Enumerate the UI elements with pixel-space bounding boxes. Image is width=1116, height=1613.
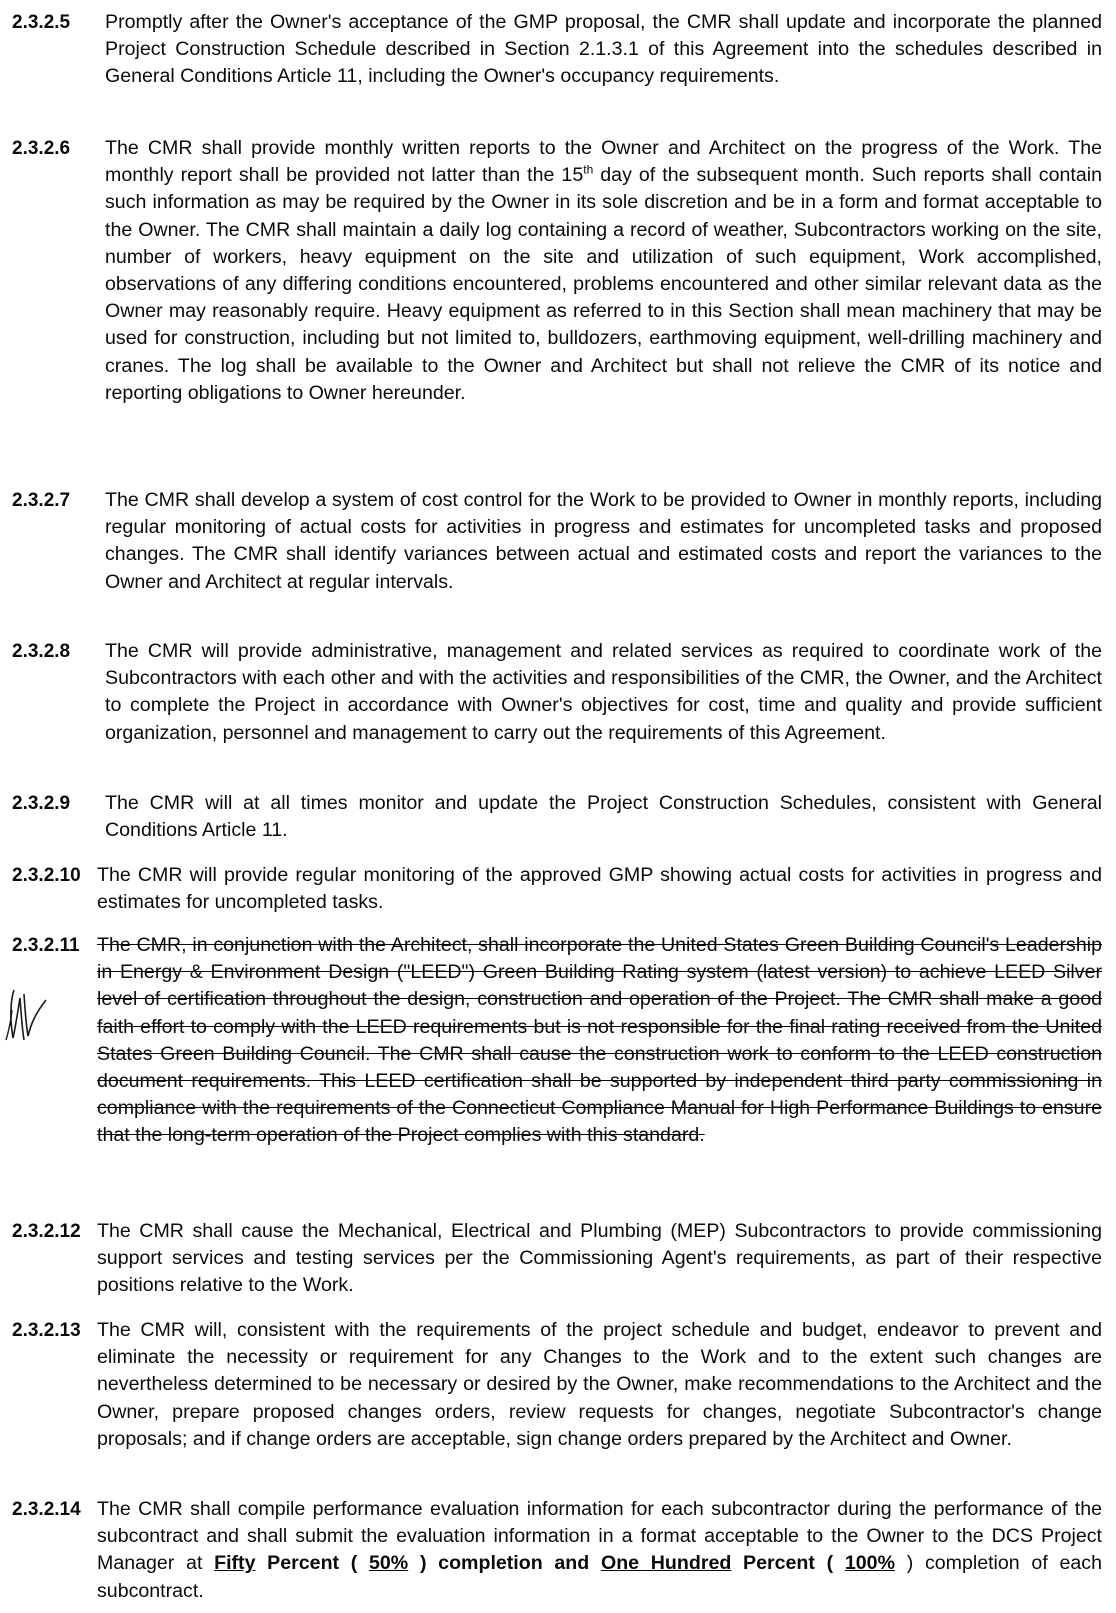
clause-text: Promptly after the Owner's acceptance of the GMP proposal, the CMR shall update and incorporate the planned Project Construction Schedule described in Section 2.1.3.1 of this Agreement into the schedules described in General Conditions Article 11, including the Owner's occupancy requirements. [105, 11, 1102, 88]
percent-label: Percent ( [255, 1552, 370, 1575]
fifty-percent-value: 50% [369, 1552, 409, 1575]
clause-text [97, 1496, 1102, 1605]
one-hundred-word: One Hundred [600, 1552, 732, 1575]
ordinal-suffix: th [583, 162, 594, 177]
clause-2-3-2-10 [12, 862, 1102, 916]
clause-2-3-2-7 [12, 487, 1102, 596]
percent-label: Percent ( [731, 1552, 845, 1575]
clause-2-3-2-13 [12, 1317, 1102, 1453]
paren-close: ) completion and [408, 1552, 601, 1575]
clause-text-part: ) completion of each subcontract. [97, 1552, 1102, 1602]
clause-2-3-2-6 [12, 135, 1102, 407]
clause-number: 2.3.2.12 [12, 1221, 81, 1242]
clause-text-part: The CMR shall provide monthly written reports to the Owner and Architect on the progress of the Work. The monthly report shall be provided not latter than the 15 [105, 137, 1102, 187]
clause-text-struck: The CMR, in conjunction with the Architect, shall incorporate the United States Green Building Council's Leadership in Energy & Environment Design ("LEED") Green Building Rating system (latest version) to achieve LEED Silver level of certification throughout the design, construction and operation of the Project. The CMR shall make a good faith effort to comply with the LEED requirements but is not responsible for the final rating received from the United States Green Building Council. The CMR shall cause the construction work to conform to the LEED construction document requirements. This LEED certification shall be supported by independent third party commissioning in compliance with the requirements of the Connecticut Compliance Manual for High Performance Buildings to ensure that the long-term operation of the Project complies with this standard. [97, 934, 1102, 1147]
clause-text: The CMR shall cause the Mechanical, Electrical and Plumbing (MEP) Subcontractors to provide commissioning support services and testing services per the Commissioning Agent's requirements, as part of their respective positions relative to the Work. [97, 1220, 1102, 1297]
clause-number: 2.3.2.6 [12, 138, 71, 159]
clause-text: The CMR shall develop a system of cost control for the Work to be provided to Owner in monthly reports, including regular monitoring of actual costs for activities in progress and estimates for uncompleted tasks and proposed changes. The CMR shall identify variances between actual and estimated costs and report the variances to the Owner and Architect at regular intervals. [105, 489, 1102, 593]
clause-text: The CMR will provide regular monitoring of the approved GMP showing actual costs for activities in progress and estimates for uncompleted tasks. [97, 864, 1102, 914]
clause-number: 2.3.2.9 [12, 793, 71, 814]
clause-2-3-2-14 [12, 1496, 1102, 1605]
clause-text: The CMR will, consistent with the requirements of the project schedule and budget, endeavor to prevent and eliminate the necessity or requirement for any Changes to the Work and to the extent such changes are nevertheless determined to be necessary or desired by the Owner, make recommendations to the Architect and the Owner, prepare proposed changes orders, review requests for changes, negotiate Subcontractor's change proposals; and if change orders are acceptable, sign change orders prepared by the Architect and Owner. [97, 1319, 1102, 1450]
clause-2-3-2-9 [12, 790, 1102, 844]
clause-number: 2.3.2.8 [12, 641, 71, 662]
clause-number: 2.3.2.10 [12, 865, 81, 886]
clause-2-3-2-11 [12, 932, 1102, 1150]
clause-number: 2.3.2.11 [12, 935, 80, 956]
clause-text-part: day of the subsequent month. Such reports shall contain such information as may be required by the Owner in its sole discretion and be in a form and format acceptable to the Owner. The CMR shall maintain a daily log containing a record of weather, Subcontractors working on the site, number of workers, heavy equipment on the site and utilization of such equipment, Work accomplished, observations of any differing conditions encountered, problems encountered and other similar relevant data as the Owner may reasonably require. Heavy equipment as referred to in this Section shall mean machinery that may be used for construction, including but not limited to, bulldozers, earthmoving equipment, well-drilling machinery and cranes. The log shall be available to the Owner and Architect but shall not relieve the CMR of its notice and reporting obligations to Owner hereunder. [105, 164, 1102, 404]
clause-text-part: The CMR shall compile performance evaluation information for each subcontractor during the performance of the subcontract and shall submit the evaluation information in a format acceptable to the Owner to the DCS Project Manager at [97, 1498, 1102, 1575]
clause-number: 2.3.2.14 [12, 1499, 81, 1520]
clause-2-3-2-5 [12, 9, 1102, 91]
clause-text: The CMR will at all times monitor and update the Project Construction Schedules, consistent with General Conditions Article 11. [105, 792, 1102, 842]
clause-text: The CMR will provide administrative, management and related services as required to coordinate work of the Subcontractors with each other and with the activities and responsibilities of the CMR, the Owner, and the Architect to complete the Project in accordance with Owner's objectives for cost, time and quality and provide sufficient organization, personnel and management to carry out the requirements of this Agreement. [105, 640, 1102, 744]
fifty-word: Fifty [214, 1552, 256, 1575]
hundred-percent-value: 100% [844, 1552, 895, 1575]
clause-number: 2.3.2.13 [12, 1320, 81, 1341]
clause-text [105, 135, 1102, 407]
clause-number: 2.3.2.5 [12, 12, 71, 33]
clause-2-3-2-12 [12, 1218, 1102, 1300]
clause-2-3-2-8 [12, 638, 1102, 747]
clause-number: 2.3.2.7 [12, 490, 71, 511]
handwritten-initials [0, 980, 48, 1046]
